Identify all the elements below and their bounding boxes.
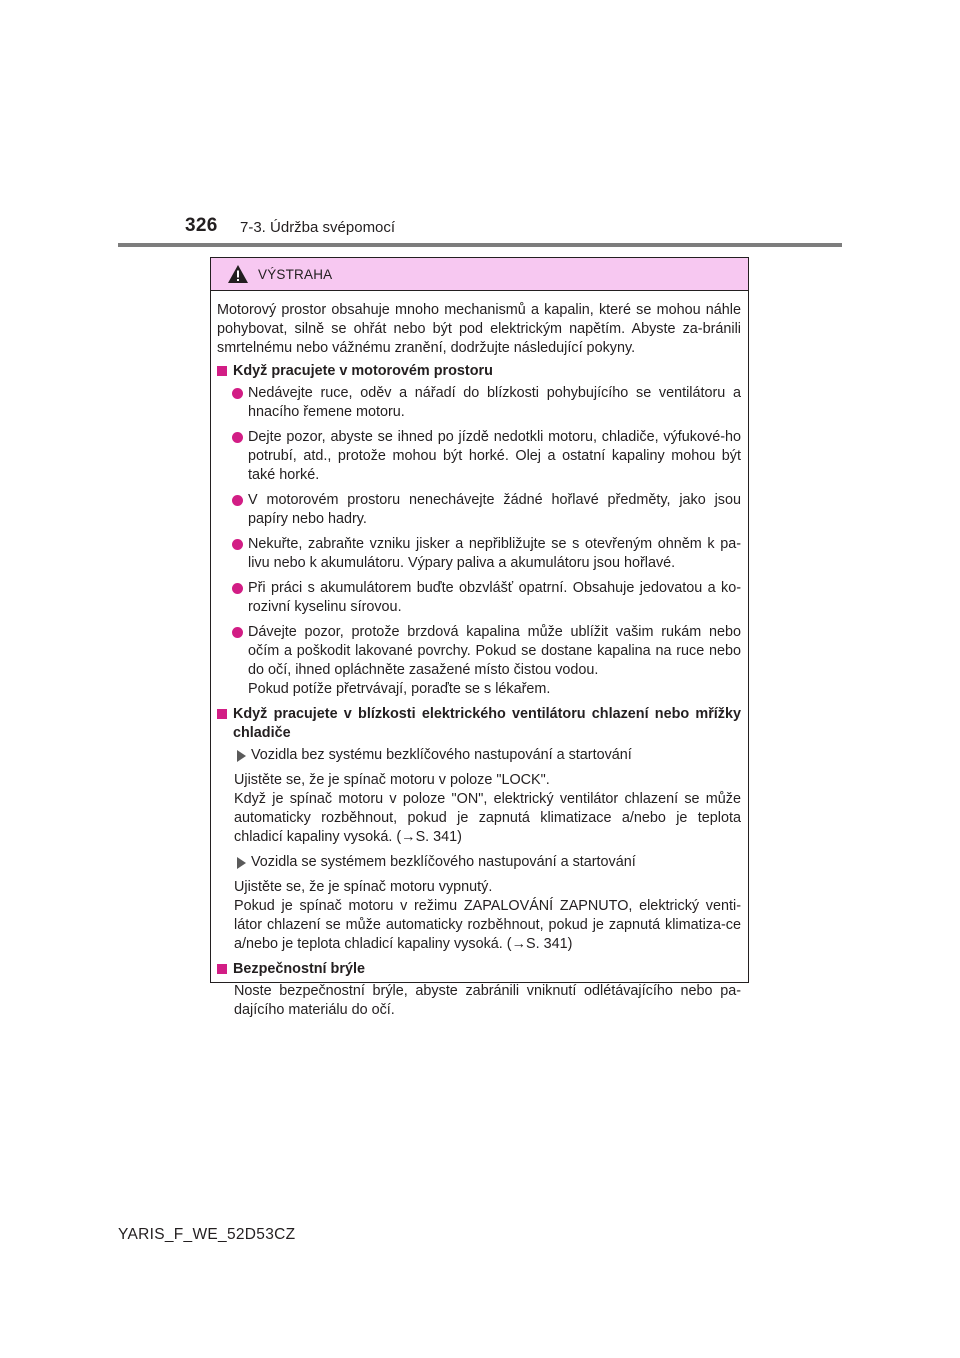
page-reference: S. 341): [415, 829, 462, 845]
round-bullet-icon: [232, 583, 243, 594]
list-item: Nedávejte ruce, oděv a nářadí do blízkosti pohybujícího se ventilátoru a hnacího řemene motoru.: [217, 384, 741, 422]
section-heading-engine-compartment: Když pracujete v motorovém prostoru: [217, 362, 741, 381]
square-bullet-icon: [217, 964, 227, 974]
page-number: 326: [185, 215, 218, 236]
triangle-marker-icon: [237, 750, 246, 762]
sub-text-without-smart-entry: Ujistěte se, že je spínač motoru v poloze "LOCK". Když je spínač motoru v poloze "ON", elektrický ventilátor chlazení se může automaticky rozběhnout, pokud je zapnutá klimatizace a/nebo je teplota chladicí kapaliny vysoká. (→S. 341): [234, 772, 741, 845]
safety-glasses-text: Noste bezpečnostní brýle, abyste zabránili vniknutí odlétávajícího nebo pa-dajícího materiálu do očí.: [234, 983, 741, 1018]
arrow-right-icon: →: [401, 829, 416, 845]
square-bullet-icon: [217, 709, 227, 719]
list-item: Při práci s akumulátorem buďte obzvlášť opatrní. Obsahuje jedovatou a ko-rozivní kyselinu sírovou.: [217, 579, 741, 617]
arrow-right-icon: →: [511, 936, 526, 952]
page-reference: S. 341): [525, 936, 573, 952]
section-heading-safety-glasses: Bezpečnostní brýle: [217, 960, 741, 979]
square-bullet-icon: [217, 366, 227, 376]
sub-text-with-smart-entry: Ujistěte se, že je spínač motoru vypnutý. Pokud je spínač motoru v režimu ZAPALOVÁNÍ ZAPNUTO, elektrický venti-látor chlazení se může automaticky rozběhnout, pokud je zapnutá klimatiza-ce a/nebo je teplota chladicí kapaliny vysoká. (→S. 341): [234, 879, 741, 952]
warning-intro: Motorový prostor obsahuje mnoho mechanismů a kapalin, které se mohou náhle pohybovat, silně se ohřát nebo být pod elektrickým napětím. Abyste za-bránili smrtelnému nebo vážnému zranění, dodržujte následující pokyny.: [217, 302, 741, 356]
warning-header: [211, 258, 748, 291]
list-item: Nekuřte, zabraňte vzniku jisker a nepřibližujte se s otevřeným ohněm k pa-livu nebo k akumulátoru. Výpary paliva a akumulátoru jsou hořlavé.: [217, 535, 741, 573]
sub-heading-with-smart-entry: Vozidla se systémem bezklíčového nastupování a startování: [217, 853, 741, 872]
round-bullet-icon: [232, 495, 243, 506]
round-bullet-icon: [232, 388, 243, 399]
round-bullet-icon: [232, 539, 243, 550]
section-title: 7-3. Údržba svépomocí: [240, 219, 396, 236]
warning-body: [211, 291, 748, 1020]
header-rule: [118, 243, 842, 247]
list-item: V motorovém prostoru nenechávejte žádné hořlavé předměty, jako jsou papíry nebo hadry.: [217, 491, 741, 529]
round-bullet-icon: [232, 432, 243, 443]
warning-title: VÝSTRAHA: [258, 266, 333, 282]
document-code: YARIS_F_WE_52D53CZ: [118, 1226, 296, 1243]
warning-triangle-icon: [227, 264, 249, 284]
section-heading-cooling-fan: Když pracujete v blízkosti elektrického ventilátoru chlazení nebo mřížky chladiče: [217, 705, 741, 743]
round-bullet-icon: [232, 627, 243, 638]
sub-heading-without-smart-entry: Vozidla bez systému bezklíčového nastupování a startování: [217, 746, 741, 765]
warning-box: [210, 257, 749, 1018]
triangle-marker-icon: [237, 857, 246, 869]
list-item: Dejte pozor, abyste se ihned po jízdě nedotkli motoru, chladiče, výfukové-ho potrubí, atd., protože mohou být horké. Olej a ostatní kapaliny mohou být také horké.: [217, 428, 741, 485]
list-item: Dávejte pozor, protože brzdová kapalina může ublížit vašim rukám nebo očím a poškodit lakované povrchy. Pokud se dostane kapalina na ruce nebo do očí, ihned opláchněte zasažené místo čistou vodou. Pokud potíže přetrvávají, poraďte se s lékařem.: [217, 623, 741, 699]
